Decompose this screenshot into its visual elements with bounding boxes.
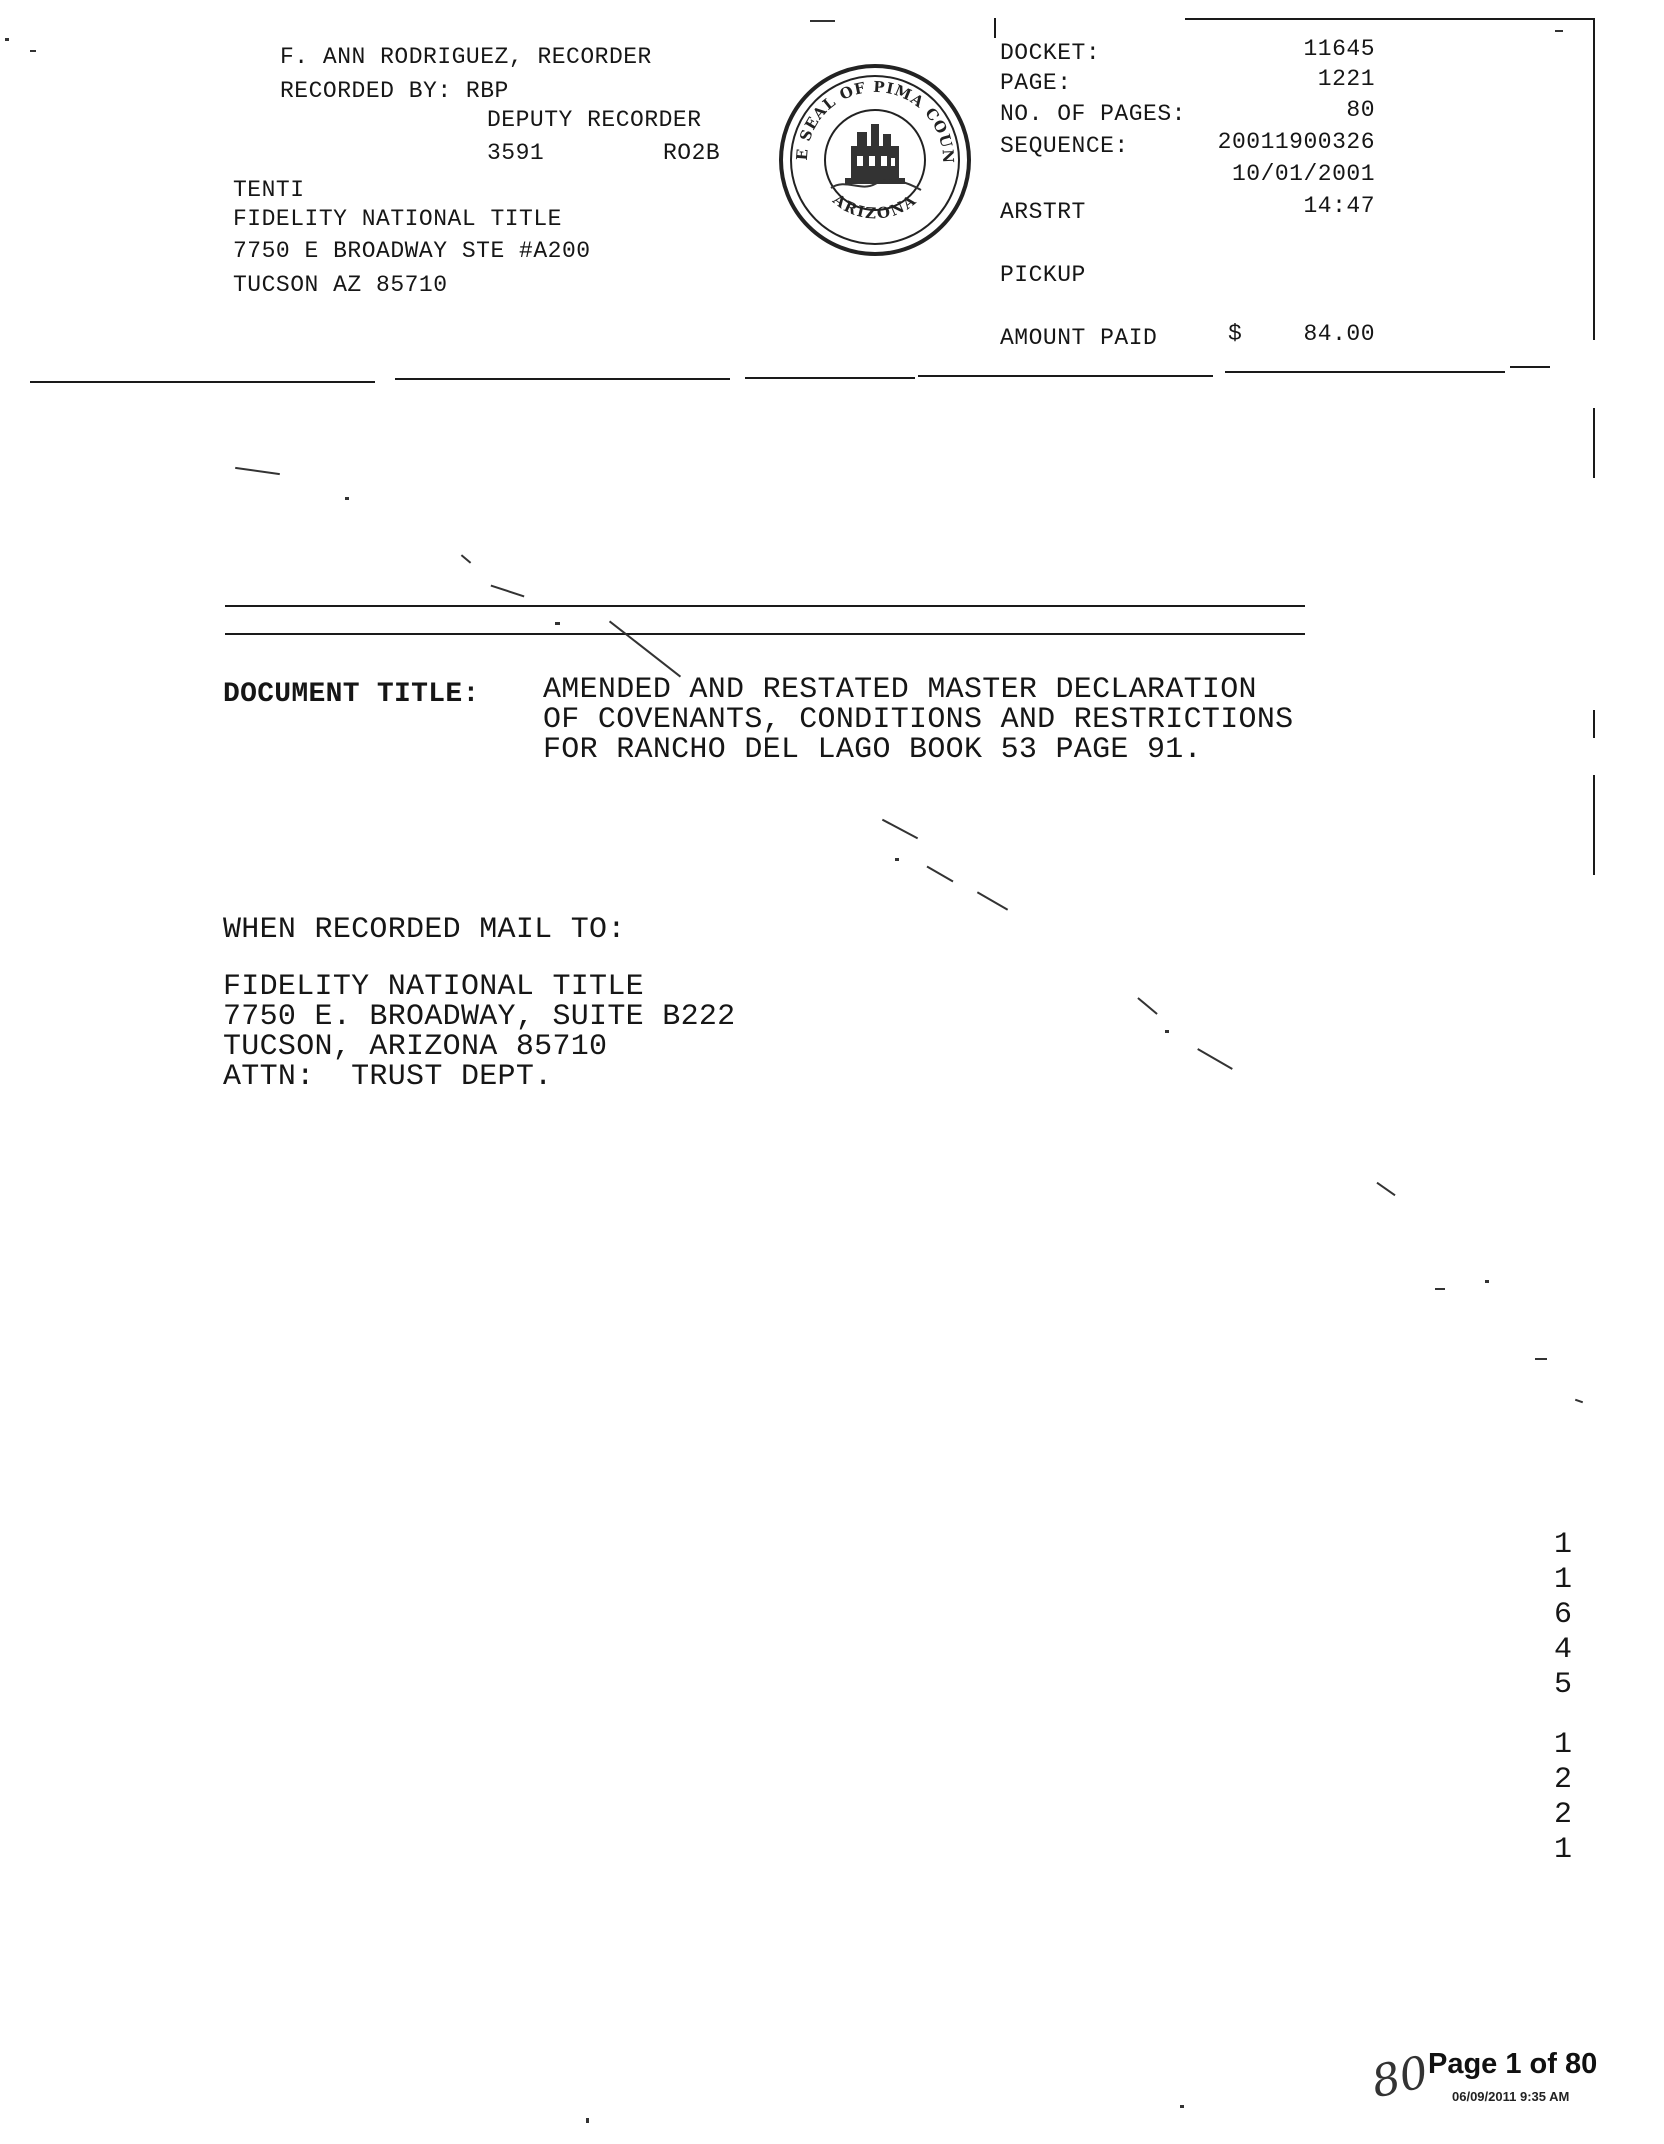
county-seal bbox=[775, 60, 975, 260]
docket-value: 11645 bbox=[1303, 36, 1375, 62]
scan-edge-mark-2 bbox=[1593, 710, 1595, 738]
margin-stamp-docket: 1 1 6 4 5 bbox=[1553, 1528, 1572, 1702]
scan-speck bbox=[1197, 1048, 1233, 1070]
scan-edge-mark-3 bbox=[1593, 775, 1595, 875]
mail-to-line-4: ATTN: TRUST DEPT. bbox=[223, 1060, 553, 1094]
scan-speck bbox=[555, 622, 560, 625]
scan-speck bbox=[235, 467, 280, 475]
title-rule-lower bbox=[225, 633, 1305, 635]
docket-label: DOCKET: bbox=[1000, 40, 1101, 66]
pages-label: NO. OF PAGES: bbox=[1000, 101, 1186, 127]
scan-speck bbox=[1555, 30, 1563, 32]
print-timestamp: 06/09/2011 9:35 AM bbox=[1452, 2089, 1570, 2104]
box-right-border bbox=[1593, 18, 1595, 340]
page-value: 1221 bbox=[1317, 66, 1375, 92]
delivery-method: PICKUP bbox=[1000, 262, 1086, 288]
seal-bottom-text: ARIZONA bbox=[829, 190, 921, 223]
recorder-name: F. ANN RODRIGUEZ, RECORDER bbox=[280, 44, 652, 70]
scan-speck bbox=[882, 819, 918, 840]
scan-speck bbox=[5, 38, 9, 41]
scan-edge-mark-1 bbox=[1593, 408, 1595, 478]
recorder-code-left: 3591 bbox=[487, 140, 545, 166]
scan-speck bbox=[30, 50, 36, 52]
scan-speck bbox=[977, 891, 1008, 910]
seal-top-text: E SEAL OF PIMA COUN bbox=[792, 77, 958, 165]
scan-speck bbox=[810, 20, 835, 22]
scan-speck bbox=[1535, 1358, 1547, 1360]
handwritten-page-count: 80 bbox=[1367, 2046, 1433, 2109]
document-title-line-3: FOR RANCHO DEL LAGO BOOK 53 PAGE 91. bbox=[543, 733, 1202, 767]
deputy-recorder: DEPUTY RECORDER bbox=[487, 107, 702, 133]
pages-value: 80 bbox=[1346, 97, 1375, 123]
submitter-name: TENTI bbox=[233, 177, 305, 203]
submitter-address-1: 7750 E BROADWAY STE #A200 bbox=[233, 238, 591, 264]
document-title-line-2: OF COVENANTS, CONDITIONS AND RESTRICTIONS bbox=[543, 703, 1294, 737]
scan-speck bbox=[1165, 1030, 1169, 1033]
mail-to-line-2: 7750 E. BROADWAY, SUITE B222 bbox=[223, 1000, 736, 1034]
page-indicator: Page 1 of 80 bbox=[1428, 2048, 1598, 2080]
currency-symbol: $ bbox=[1228, 321, 1243, 347]
mail-to-line-3: TUCSON, ARIZONA 85710 bbox=[223, 1030, 608, 1064]
document-title-label: DOCUMENT TITLE: bbox=[223, 679, 480, 710]
recorder-code-right: RO2B bbox=[663, 140, 721, 166]
mail-to-heading: WHEN RECORDED MAIL TO: bbox=[223, 913, 626, 947]
header-rule-seg-2 bbox=[395, 378, 730, 380]
page-label: PAGE: bbox=[1000, 70, 1072, 96]
scan-speck bbox=[1376, 1182, 1395, 1196]
scan-speck bbox=[461, 554, 471, 563]
scan-speck bbox=[1435, 1288, 1445, 1290]
scan-speck bbox=[491, 585, 525, 598]
submitter-company: FIDELITY NATIONAL TITLE bbox=[233, 206, 562, 232]
title-rule-upper bbox=[225, 605, 1305, 607]
box-left-tick bbox=[994, 18, 996, 38]
document-type: ARSTRT bbox=[1000, 199, 1086, 225]
submitter-address-2: TUCSON AZ 85710 bbox=[233, 272, 448, 298]
scan-speck bbox=[1180, 2105, 1184, 2108]
recorded-by: RECORDED BY: RBP bbox=[280, 78, 509, 104]
scan-speck bbox=[927, 866, 954, 883]
amount-label: AMOUNT PAID bbox=[1000, 325, 1158, 351]
box-top-border bbox=[1185, 18, 1595, 20]
amount-value: 84.00 bbox=[1303, 321, 1375, 347]
header-rule-seg-3 bbox=[745, 377, 915, 379]
scan-speck bbox=[1485, 1280, 1489, 1283]
scan-speck bbox=[1137, 997, 1157, 1015]
header-rule-seg-6 bbox=[1510, 366, 1550, 368]
document-title-line-1: AMENDED AND RESTATED MASTER DECLARATION bbox=[543, 673, 1257, 707]
header-rule-seg-4 bbox=[918, 375, 1213, 377]
header-rule-seg-5 bbox=[1225, 371, 1505, 373]
recording-time: 14:47 bbox=[1303, 193, 1375, 219]
recording-date: 10/01/2001 bbox=[1231, 161, 1375, 187]
scan-speck bbox=[345, 497, 349, 500]
scan-speck bbox=[586, 2118, 589, 2123]
mail-to-line-1: FIDELITY NATIONAL TITLE bbox=[223, 970, 644, 1004]
scan-speck bbox=[1575, 1399, 1583, 1404]
sequence-value: 20011900326 bbox=[1217, 129, 1375, 155]
margin-stamp-page: 1 2 2 1 bbox=[1553, 1728, 1572, 1867]
sequence-label: SEQUENCE: bbox=[1000, 133, 1129, 159]
header-rule-seg-1 bbox=[30, 381, 375, 383]
scan-speck bbox=[895, 858, 899, 861]
scan-speck bbox=[609, 621, 681, 678]
